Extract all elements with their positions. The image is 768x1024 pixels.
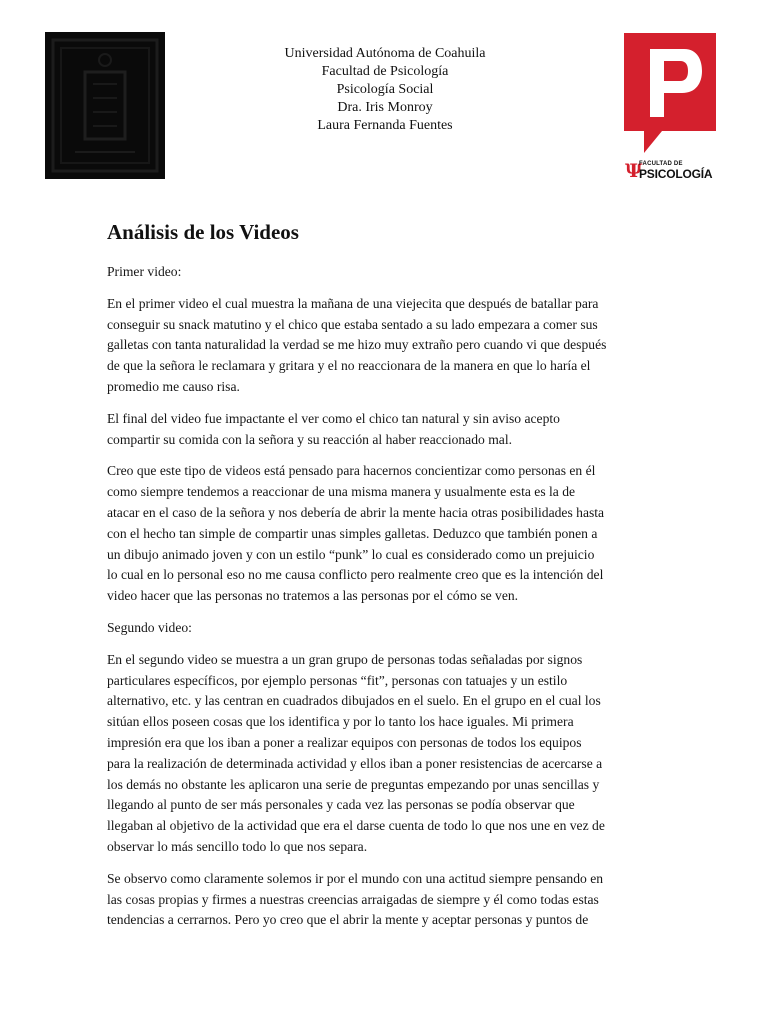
text-line: llegando al punto de ser más personales y cada vez las personas se podía observar que (107, 797, 575, 813)
paragraph (107, 461, 663, 607)
text-line: sitúan ellos poseen cosas que los identifica y por lo tanto los hace iguales. Mi primera (107, 714, 574, 730)
paragraph (107, 409, 663, 451)
text-line: de que la señora le reclamara y gritara y el no reaccionara de la manera en que lo haría el (107, 358, 591, 374)
logo-caption-big: PSICOLOGÍA (639, 167, 713, 181)
text-line: alternativo, etc. y las centran en cuadrados dibujados en el suelo. En el grupo en el cual los (107, 693, 601, 709)
text-line: Primer video: (107, 264, 182, 279)
logo-caption-small: FACULTAD DE (639, 161, 683, 167)
text-line: los demás no obstante les aplicaron una serie de preguntas empezando por unas sencillas y (107, 776, 600, 792)
text-line: particulares específicos, por ejemplo personas “fit”, personas con tatuajes y un estilo (107, 672, 568, 688)
faculty-psychology-logo (622, 33, 718, 183)
p-logo-mark (622, 33, 718, 155)
text-line: En el segundo video se muestra a un gran grupo de personas todas señaladas por signos (107, 651, 583, 667)
text-line: galletas con tanta naturalidad la verdad se me hizo muy extraño pero cuando vi que después (107, 337, 607, 353)
text-line: tendencias a cerrarnos. Pero yo creo que el abrir la mente y aceptar personas y puntos de (107, 912, 589, 928)
text-line: En el primer video el cual muestra la mañana de una viejecita que después de batallar para (107, 295, 599, 311)
paragraph (107, 294, 663, 398)
paragraph (107, 650, 663, 858)
document-body (107, 262, 663, 942)
paragraph (107, 262, 663, 283)
text-line: impresión era que los iban a poner a realizar equipos con personas de todos los equipos (107, 734, 582, 750)
text-line: las cosas propias y firmes a nuestras creencias arraigadas de siempre y él como todas estas (107, 891, 599, 907)
text-line: como siempre tendemos a reaccionar de una misma manera y usualmente esta es la de (107, 484, 576, 500)
document-title: Análisis de los Videos (107, 220, 299, 244)
course-name: Psicología Social (336, 82, 434, 97)
text-line: con el hecho tan simple de compartir unas simples galletas. Deduzco que también ponen a (107, 525, 598, 541)
faculty-name: Facultad de Psicología (321, 64, 449, 79)
text-line: para la realización de determinada actividad y ellos iban a poner resistencias de acercarse a (107, 755, 603, 771)
header-info (190, 45, 580, 135)
text-line: atacar en el caso de la señora y nos debería de abrir la mente hacia otras posibilidades hasta (107, 504, 605, 520)
text-line: observar lo más sencillo todo lo que nos separa. (107, 838, 368, 854)
text-line: Creo que este tipo de videos está pensado para hacernos concientizar como personas en él (107, 463, 596, 479)
university-seal-logo (45, 32, 165, 179)
text-line: un dibujo animado joven y con un estilo “punk” lo cual es considerado como un prejuicio (107, 546, 595, 562)
text-line: El final del video fue impactante el ver como el chico tan natural y sin aviso acepto (107, 410, 560, 426)
university-name: Universidad Autónoma de Coahuila (284, 46, 486, 61)
paragraph (107, 869, 663, 931)
text-line: promedio me causo risa. (107, 378, 240, 394)
text-line: lo cual en lo personal eso no me causa conflicto pero realmente creo que es la intención del (107, 567, 604, 583)
text-line: conseguir su snack matutino y el chico que estaba sentado a su lado empezara a comer sus (107, 316, 598, 332)
text-line: compartir su comida con la señora y su reacción al haber reaccionado mal. (107, 431, 512, 447)
psi-icon: Ψ (625, 159, 643, 182)
text-line: video hacer que las personas no tratemos a las personas por el cómo se ven. (107, 588, 519, 604)
professor-name: Dra. Iris Monroy (337, 100, 433, 115)
text-line: llegaban al objetivo de la actividad que era el darse cuenta de todo lo que nos une en vez de (107, 818, 605, 834)
text-line: Segundo video: (107, 619, 192, 635)
student-name: Laura Fernanda Fuentes (317, 118, 453, 133)
paragraph (107, 618, 663, 639)
text-line: Se observo como claramente solemos ir por el mundo con una actitud siempre pensando en (107, 870, 604, 886)
